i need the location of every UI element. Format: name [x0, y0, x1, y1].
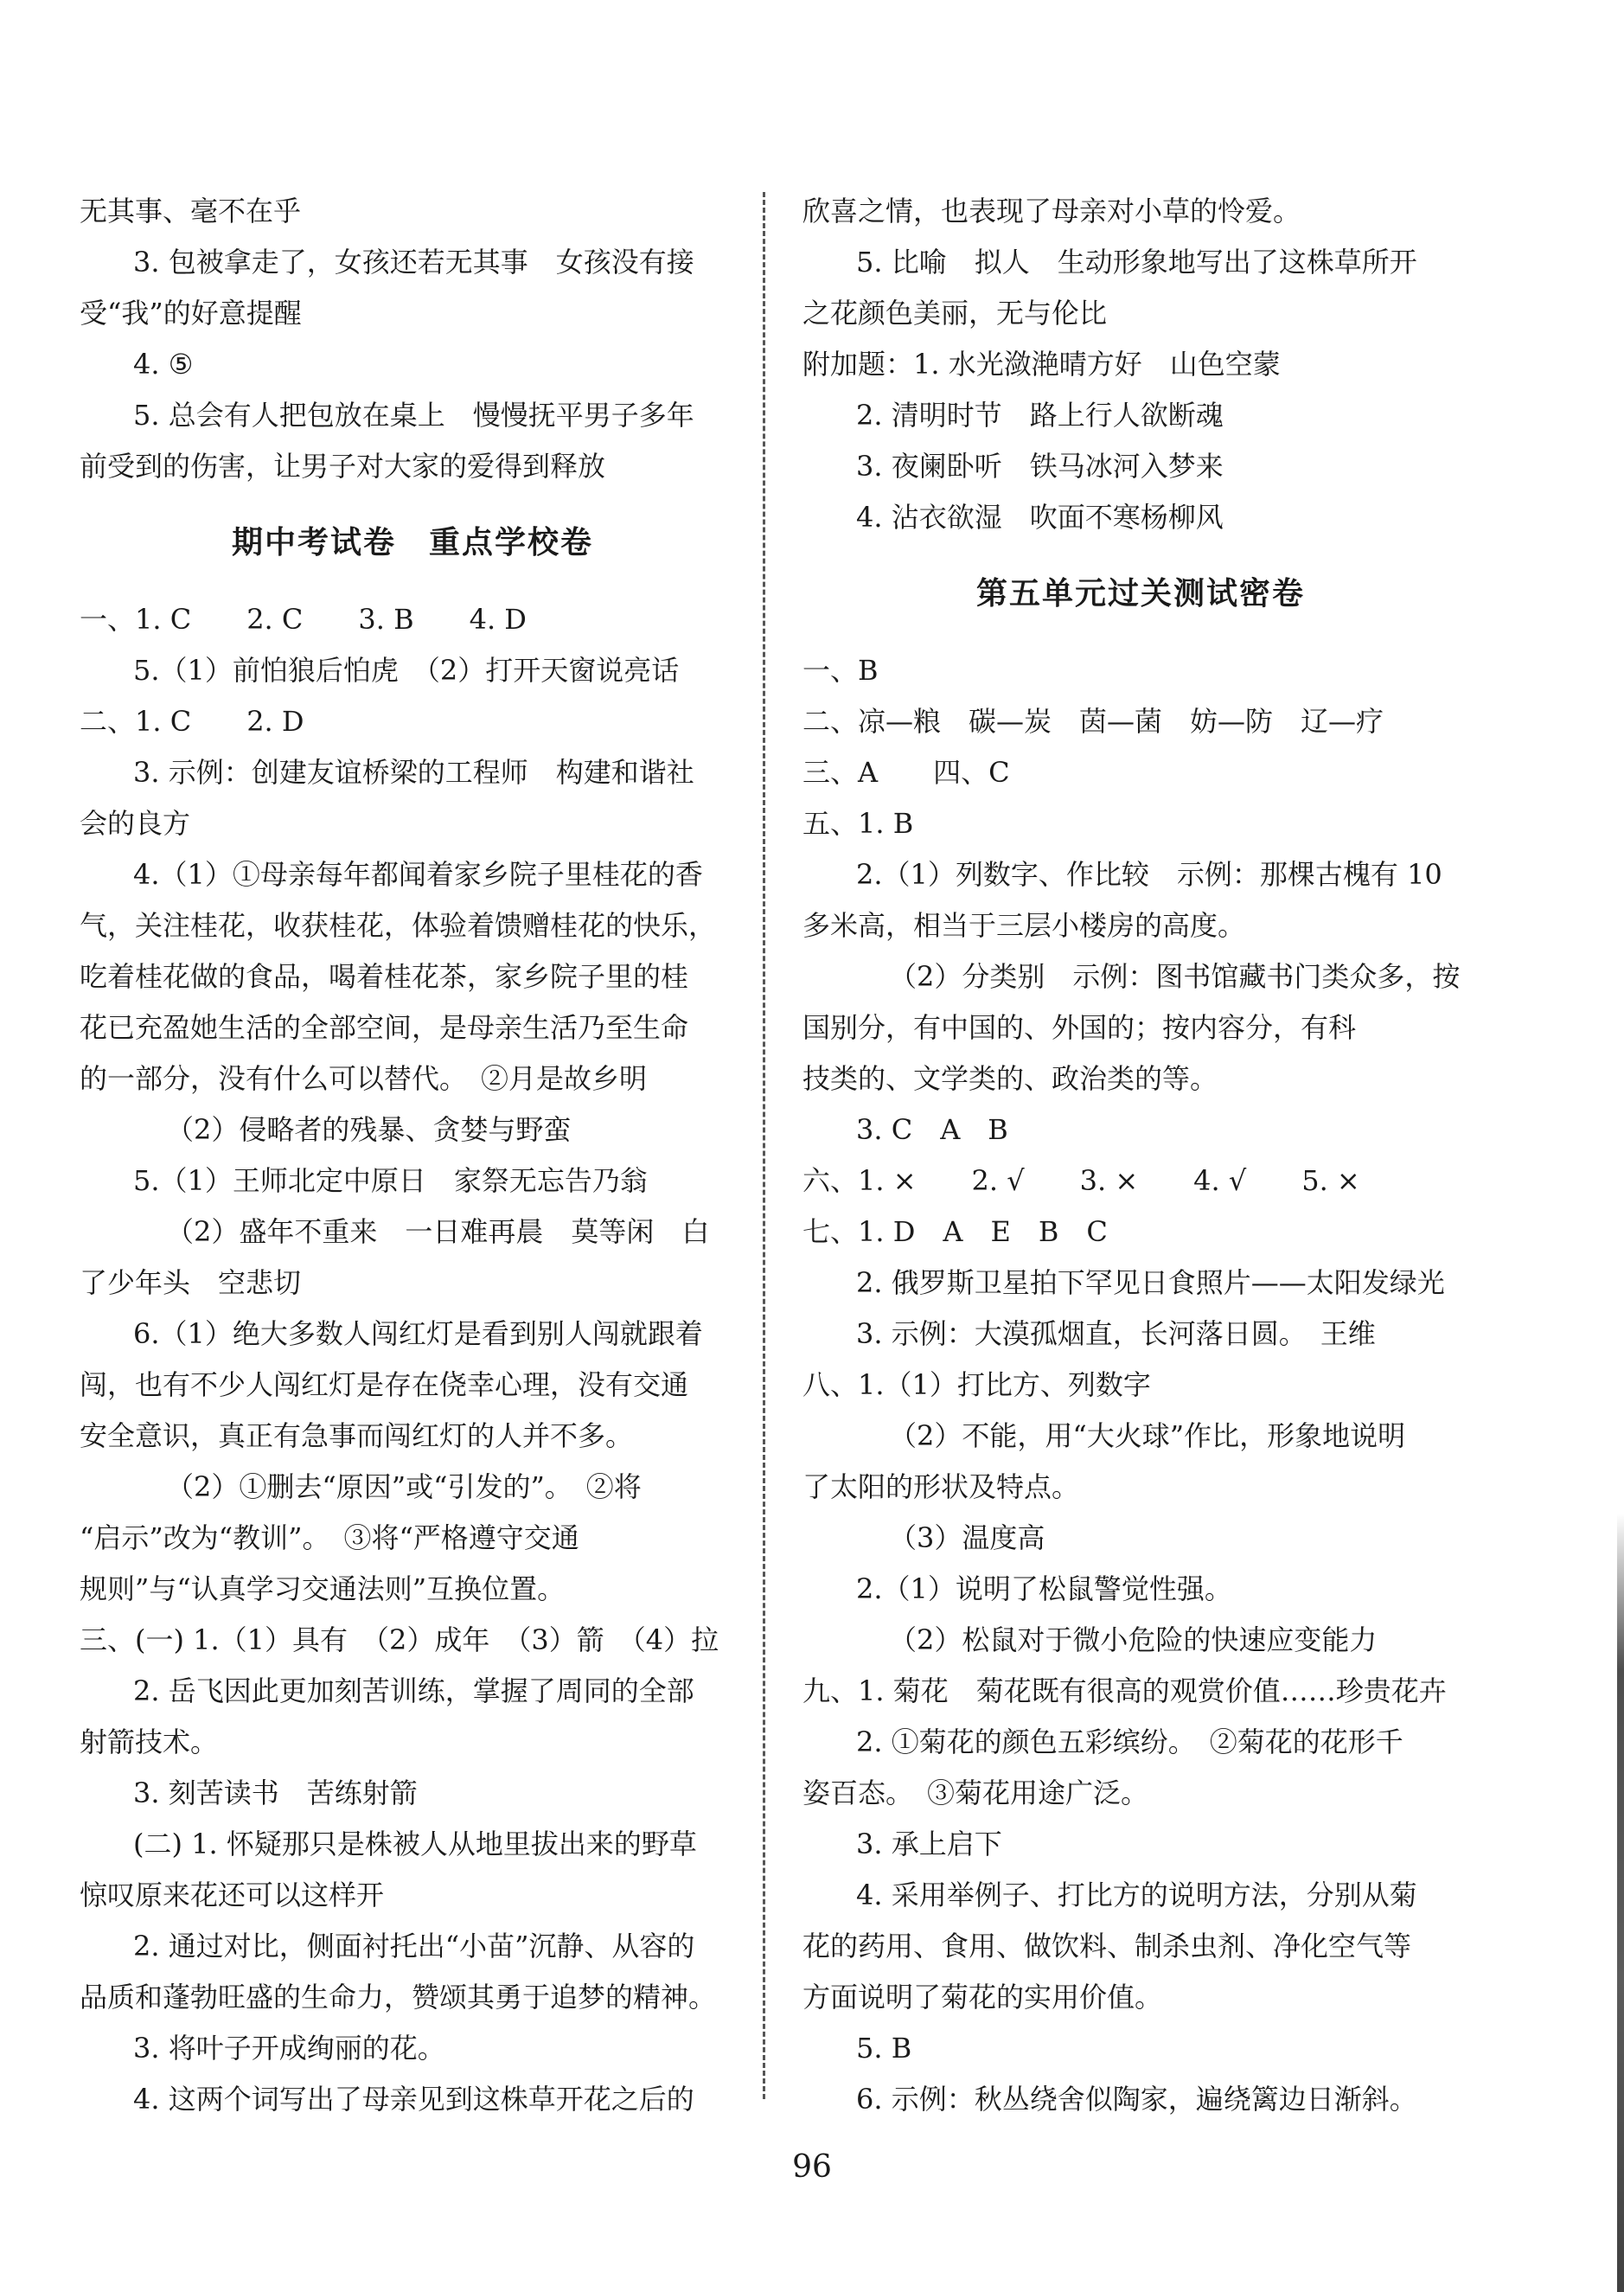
- answer-line: 3. 刻苦读书 苦练射箭: [133, 1777, 418, 1809]
- answer-line: 欣喜之情，也表现了母亲对小草的怜爱。: [802, 195, 1301, 227]
- answer-line: 3. 夜阑卧听 铁马冰河入梦来: [856, 450, 1224, 483]
- left-column: [80, 186, 745, 2125]
- answer-line: 多米高，相当于三层小楼房的高度。: [802, 909, 1246, 942]
- section-heading: 期中考试卷 重点学校卷: [231, 525, 593, 560]
- answer-line: 5. 比喻 拟人 生动形象地写出了这株草所开: [856, 246, 1417, 278]
- answer-line: 八、1.（1）打比方、列数字: [802, 1368, 1151, 1401]
- answer-line: （2）分类别 示例：图书馆藏书门类众多，按: [889, 960, 1461, 993]
- answer-line: 二、1. C 2. D: [80, 705, 304, 738]
- answer-line: 花已充盈她生活的全部空间，是母亲生活乃至生命: [80, 1011, 689, 1044]
- answer-line: 了太阳的形状及特点。: [802, 1470, 1080, 1503]
- answer-line: （2）盛年不重来 一日难再晨 莫等闲 白: [166, 1215, 710, 1248]
- answer-line: （2）松鼠对于微小危险的快速应变能力: [889, 1623, 1378, 1656]
- answer-line: （2）不能，用“大火球”作比，形象地说明: [889, 1419, 1406, 1452]
- answer-line: 受“我”的好意提醒: [80, 297, 302, 330]
- answer-line: 5. B: [856, 2032, 912, 2065]
- answer-line: 的一部分，没有什么可以替代。 ②月是故乡明: [80, 1062, 648, 1095]
- answer-line: 3. 示例：大漠孤烟直，长河落日圆。 王维: [856, 1317, 1376, 1350]
- answer-line: 3. 承上启下: [856, 1828, 1002, 1860]
- answer-line: 前受到的伤害，让男子对大家的爱得到释放: [80, 450, 606, 483]
- answer-line: 2. ①菊花的颜色五彩缤纷。 ②菊花的花形千: [856, 1725, 1403, 1758]
- answer-line: 闯，也有不少人闯红灯是存在侥幸心理，没有交通: [80, 1368, 689, 1401]
- answer-line: 三、A 四、C: [802, 756, 1010, 789]
- answer-line: （3）温度高: [889, 1521, 1045, 1554]
- answer-line: 七、1. D A E B C: [802, 1215, 1108, 1248]
- answer-line: 姿百态。 ③菊花用途广泛。: [802, 1777, 1149, 1809]
- answer-line: 2. 俄罗斯卫星拍下罕见日食照片——太阳发绿光: [856, 1266, 1445, 1299]
- answer-line: “启示”改为“教训”。 ③将“严格遵守交通: [80, 1521, 579, 1554]
- answer-line: 5.（1）王师北定中原日 家祭无忘告乃翁: [133, 1164, 648, 1197]
- answer-line: 三、(一) 1.（1）具有 （2）成年 （3）箭 （4）拉: [80, 1623, 719, 1656]
- answer-line: 惊叹原来花还可以这样开: [80, 1879, 385, 1911]
- column-divider: [763, 192, 765, 2099]
- answer-line: 品质和蓬勃旺盛的生命力，赞颂其勇于追梦的精神。: [80, 1981, 717, 2014]
- answer-line: 会的良方: [80, 807, 191, 840]
- answer-line: 二、凉—粮 碳—炭 茵—菌 妨—防 辽—疗: [802, 705, 1384, 738]
- answer-line: 附加题：1. 水光潋滟晴方好 山色空蒙: [802, 348, 1281, 381]
- answer-line: (二) 1. 怀疑那只是株被人从地里拔出来的野草: [133, 1828, 697, 1860]
- answer-line: 3. 示例：创建友谊桥梁的工程师 构建和谐社: [133, 756, 694, 789]
- section-heading: 第五单元过关测试密卷: [975, 576, 1305, 611]
- answer-line: 2. 通过对比，侧面衬托出“小苗”沉静、从容的: [133, 1930, 695, 1962]
- answer-line: 五、1. B: [802, 807, 914, 840]
- answer-line: 4. 沾衣欲湿 吹面不寒杨柳风: [856, 501, 1224, 534]
- page-number: 96: [792, 2149, 832, 2185]
- answer-line: 技类的、文学类的、政治类的等。: [802, 1062, 1218, 1095]
- answer-line: 5.（1）前怕狼后怕虎 （2）打开天窗说亮话: [133, 654, 680, 687]
- answer-line: 2. 清明时节 路上行人欲断魂: [856, 399, 1224, 432]
- answer-line: 安全意识，真正有急事而闯红灯的人并不多。: [80, 1419, 634, 1452]
- answer-line: 4.（1）①母亲每年都闻着家乡院子里桂花的香: [133, 858, 703, 891]
- answer-line: （2）①删去“原因”或“引发的”。 ②将: [166, 1470, 642, 1503]
- answer-line: 方面说明了菊花的实用价值。: [802, 1981, 1163, 2014]
- answer-line: 2.（1）说明了松鼠警觉性强。: [856, 1572, 1232, 1605]
- answer-line: 一、B: [802, 654, 879, 687]
- answer-line: 射箭技术。: [80, 1725, 219, 1758]
- answer-line: 3. 将叶子开成绚丽的花。: [133, 2032, 445, 2065]
- answer-line: 6. 示例：秋丛绕舍似陶家，遍绕篱边日渐斜。: [856, 2083, 1417, 2116]
- right-column: [802, 186, 1479, 2125]
- answer-line: 6.（1）绝大多数人闯红灯是看到别人闯就跟着: [133, 1317, 703, 1350]
- answer-line: 气，关注桂花，收获桂花，体验着馈赠桂花的快乐，: [80, 909, 717, 942]
- answer-line: 之花颜色美丽，无与伦比: [802, 297, 1108, 330]
- answer-line: 5. 总会有人把包放在桌上 慢慢抚平男子多年: [133, 399, 694, 432]
- answer-line: 3. C A B: [856, 1113, 1008, 1146]
- answer-line: 国别分，有中国的、外国的；按内容分，有科: [802, 1011, 1357, 1044]
- answer-line: 4. 这两个词写出了母亲见到这株草开花之后的: [133, 2083, 694, 2116]
- answer-line: 4. ⑤: [133, 348, 194, 381]
- answer-line: 吃着桂花做的食品，喝着桂花茶，家乡院子里的桂: [80, 960, 689, 993]
- answer-line: 3. 包被拿走了，女孩还若无其事 女孩没有接: [133, 246, 694, 278]
- scan-edge-shadow: [1617, 1514, 1624, 2292]
- answer-line: 一、1. C 2. C 3. B 4. D: [80, 603, 527, 636]
- answer-line: 2. 岳飞因此更加刻苦训练，掌握了周同的全部: [133, 1674, 694, 1707]
- answer-line: 无其事、毫不在乎: [80, 195, 302, 227]
- answer-line: 六、1. × 2. √ 3. × 4. √ 5. ×: [802, 1164, 1360, 1197]
- answer-line: 了少年头 空悲切: [80, 1266, 302, 1299]
- answer-line: 2.（1）列数字、作比较 示例：那棵古槐有 10: [856, 858, 1442, 891]
- answer-line: 4. 采用举例子、打比方的说明方法，分别从菊: [856, 1879, 1417, 1911]
- answer-line: 规则”与“认真学习交通法则”互换位置。: [80, 1572, 566, 1605]
- answer-line: 花的药用、食用、做饮料、制杀虫剂、净化空气等: [802, 1930, 1412, 1962]
- answer-line: 九、1. 菊花 菊花既有很高的观赏价值……珍贵花卉: [802, 1674, 1447, 1707]
- answer-line: （2）侵略者的残暴、贪婪与野蛮: [166, 1113, 572, 1146]
